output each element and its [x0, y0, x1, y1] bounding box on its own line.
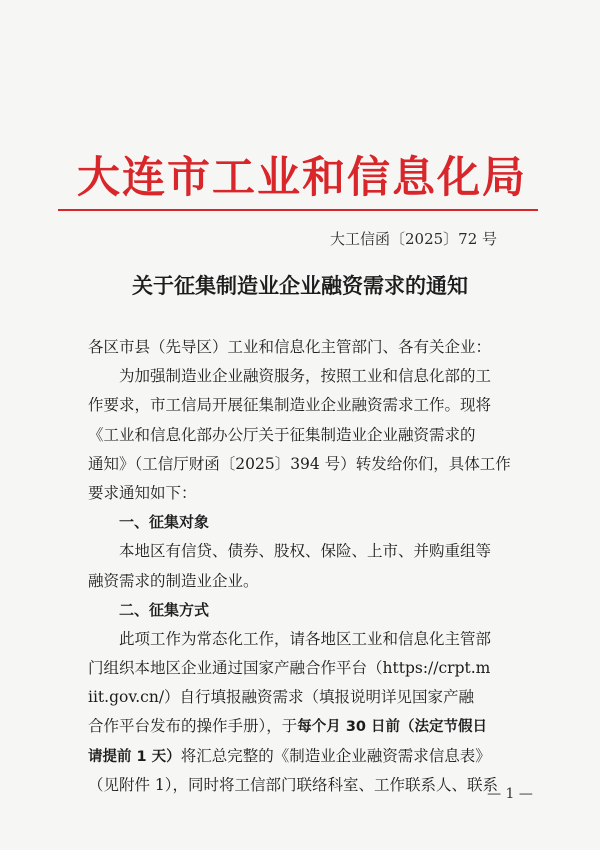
intro-line-3: 《工业和信息化部办公厅关于征集制造业企业融资需求的 [88, 425, 476, 444]
section1-line-1: 本地区有信贷、债券、股权、保险、上市、并购重组等 [119, 542, 492, 561]
section-heading-2: 二、征集方式 [119, 600, 210, 619]
addressee-line: 各区市县（先导区）工业和信息化主管部门、各有关企业： [88, 338, 492, 356]
section2-line-2: 门组织本地区企业通过国家产融合作平台（https://crpt.m [88, 659, 491, 678]
intro-line-2: 作要求，市工信局开展征集制造业企业融资需求工作。现将 [88, 396, 492, 415]
section2-line-4-text: 合作平台发布的操作手册），于 [88, 717, 298, 736]
document-number: 大工信函〔2025〕72 号 [330, 230, 498, 248]
section2-line-5-text: 将汇总完整的《制造业企业融资需求信息表》 [180, 746, 491, 765]
section2-line-1: 此项工作为常态化工作，请各地区工业和信息化主管部 [119, 629, 492, 648]
intro-line-5: 要求通知如下： [88, 483, 197, 502]
section2-line-3: iit.gov.cn/）自行填报融资需求（填报说明详见国家产融 [88, 688, 475, 707]
section2-line-6: （见附件 1），同时将工信部门联络科室、工作联系人、联系 [88, 775, 499, 794]
deadline-bold-1: 每个月 30 日前（法定节假日 [297, 719, 488, 736]
document-body [88, 333, 518, 800]
deadline-bold-2: 请提前 1 天） [88, 748, 181, 765]
agency-header: 大连市工业和信息化局 [77, 153, 527, 203]
section2-line-5 [88, 742, 518, 771]
section1-line-2: 融资需求的制造业企业。 [88, 571, 259, 590]
section-heading-1: 一、征集对象 [119, 513, 210, 532]
section2-line-4 [88, 712, 518, 741]
intro-line-1: 为加强制造业企业融资服务，按照工业和信息化部的工 [119, 367, 492, 386]
document-title: 关于征集制造业企业融资需求的通知 [132, 273, 468, 298]
red-header-rule [58, 209, 538, 211]
page-number: — 1 — [487, 786, 533, 802]
intro-line-4: 通知》（工信厅财函〔2025〕394 号）转发给你们，具体工作 [88, 454, 511, 473]
